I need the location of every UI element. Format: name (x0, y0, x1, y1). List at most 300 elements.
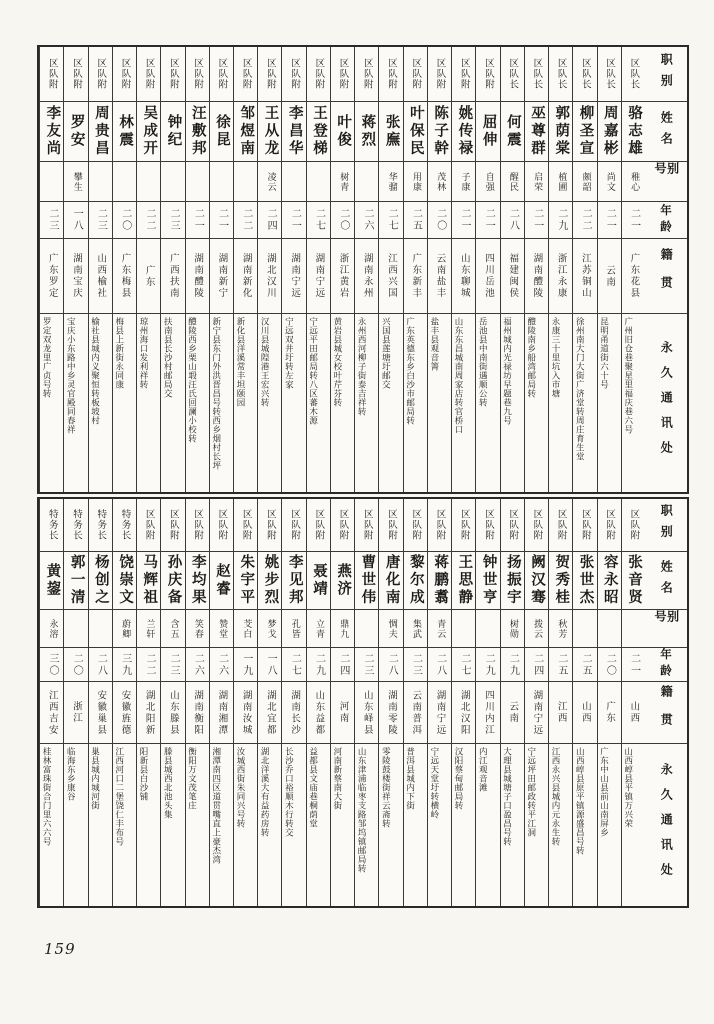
person-age: 二〇 (428, 201, 451, 238)
person-age: 二八 (379, 647, 402, 681)
person-native-place: 云南普洱 (404, 681, 427, 743)
person-native-place: 湖南宁远 (525, 681, 548, 743)
person-role: 区队长 (507, 58, 519, 90)
person-native-place: 湖北阳新 (137, 681, 160, 743)
person-address: 徐州南大门大街广济堂转周庄育生堂 (573, 313, 596, 492)
header-role: 职别 (659, 53, 674, 95)
person-name: 饶崇文 (113, 551, 136, 609)
person-alias: 芠白 (234, 609, 257, 647)
person-address: 盐丰县观音箐 (428, 313, 451, 492)
person-name: 周贵昌 (89, 101, 112, 161)
person-age: 一八 (64, 201, 87, 238)
person-column (39, 499, 63, 906)
person-age: 一九 (234, 647, 257, 681)
person-alias: 自强 (476, 161, 499, 201)
person-name: 唐化南 (379, 551, 402, 609)
person-role: 区队附 (240, 509, 252, 541)
person-role: 区队附 (313, 509, 325, 541)
person-address: 梅县上新街永同康 (113, 313, 136, 492)
person-native-place: 山东滕县 (161, 681, 184, 743)
person-role: 区队附 (458, 509, 470, 541)
person-address: 湘潭南四区道贯嘴直上豪杰湾 (210, 743, 233, 906)
person-alias (282, 161, 305, 201)
person-address: 福州城内光禄坊早题巷九号 (501, 313, 524, 492)
person-column (572, 47, 596, 492)
person-address: 琼州海口发利祥转 (137, 313, 160, 492)
person-role: 特务长 (95, 509, 107, 541)
person-role: 区队附 (119, 58, 131, 90)
person-age: 二一 (598, 201, 621, 238)
person-name: 罗安 (64, 101, 87, 161)
person-name: 姚步烈 (258, 551, 281, 609)
person-name: 扬振宇 (501, 551, 524, 609)
person-age: 二九 (307, 647, 330, 681)
person-alias: 稚心 (622, 161, 645, 201)
person-role: 区队附 (410, 509, 422, 541)
person-alias (113, 161, 136, 201)
person-alias: 植圃 (549, 161, 572, 201)
person-native-place: 湖南宁远 (307, 238, 330, 313)
header-native-place: 籍贯 (645, 238, 687, 313)
person-column (378, 47, 402, 492)
person-native-place: 湖北汉阳 (452, 681, 475, 743)
person-name: 蒋烈 (355, 101, 378, 161)
person-age: 二一 (622, 647, 645, 681)
person-native-place: 湖南衡阳 (186, 681, 209, 743)
person-alias: 尚文 (598, 161, 621, 201)
person-alias (573, 609, 596, 647)
person-role: 区队附 (337, 509, 349, 541)
person-address: 滕县城西北池头集 (161, 743, 184, 906)
person-name: 王从龙 (258, 101, 281, 161)
person-native-place: 湖北宜都 (258, 681, 281, 743)
person-address: 岳池县中南街遇顺公转 (476, 313, 499, 492)
person-age: 二三 (89, 201, 112, 238)
person-column (475, 47, 499, 492)
person-name: 叶俊 (331, 101, 354, 161)
person-name: 柳圣宣 (573, 101, 596, 161)
person-native-place: 广东罗定 (40, 238, 63, 313)
person-name: 朱宇平 (234, 551, 257, 609)
person-native-place: 山东峄县 (355, 681, 378, 743)
person-name: 张世杰 (573, 551, 596, 609)
person-name: 郭一清 (64, 551, 87, 609)
person-address: 昆明甬道街六十号 (598, 313, 621, 492)
person-role: 区队附 (95, 58, 107, 90)
person-alias: 蔚卿 (113, 609, 136, 647)
person-address: 湖北洋溪大有益药房转 (258, 743, 281, 906)
person-alias (452, 609, 475, 647)
person-role: 区队附 (507, 509, 519, 541)
person-native-place: 广东新丰 (404, 238, 427, 313)
person-alias (210, 161, 233, 201)
header-alias: 别号 (645, 161, 687, 201)
person-age: 二五 (549, 647, 572, 681)
person-age: 二三 (355, 647, 378, 681)
person-age: 二九 (501, 647, 524, 681)
person-age: 二七 (307, 201, 330, 238)
person-alias: 用康 (404, 161, 427, 201)
person-address: 永康三十里坑入市塘 (549, 313, 572, 492)
person-address: 山西崞县平镇万兴荣 (622, 743, 645, 906)
person-native-place: 河南 (331, 681, 354, 743)
person-name: 陈子幹 (428, 101, 451, 161)
person-column (597, 499, 621, 906)
person-role: 区队附 (434, 509, 446, 541)
person-native-place: 浙江黄岩 (331, 238, 354, 313)
person-native-place: 江西 (549, 681, 572, 743)
person-role: 区队附 (458, 58, 470, 90)
person-column (524, 499, 548, 906)
person-column (548, 47, 572, 492)
person-alias: 赞堂 (210, 609, 233, 647)
person-age: 二九 (549, 201, 572, 238)
person-column (185, 499, 209, 906)
person-role: 区队附 (289, 58, 301, 90)
person-name: 曹世伟 (355, 551, 378, 609)
person-column (354, 47, 378, 492)
person-native-place: 江苏铜山 (573, 238, 596, 313)
table-header-column (645, 47, 687, 492)
person-address: 汉阳蔡甸邮局转 (452, 743, 475, 906)
person-name: 钟世亨 (476, 551, 499, 609)
person-alias: 拨云 (525, 609, 548, 647)
person-column (330, 47, 354, 492)
person-age: 二六 (210, 647, 233, 681)
person-address: 山东津浦临枣支路邹坞镇邮局转 (355, 743, 378, 906)
person-name: 汪敷邦 (186, 101, 209, 161)
person-address: 广东中山县前山南屏乡 (598, 743, 621, 906)
person-role: 区队附 (167, 58, 179, 90)
person-role: 区队附 (70, 58, 82, 90)
header-age: 年龄 (645, 201, 687, 238)
person-column (378, 499, 402, 906)
person-address: 醴陵西乡栗山塅汪氏回澜小校转 (186, 313, 209, 492)
person-role: 区队长 (604, 58, 616, 90)
person-age: 二八 (428, 647, 451, 681)
person-column (451, 499, 475, 906)
person-name: 徐昆 (210, 101, 233, 161)
person-name: 何震 (501, 101, 524, 161)
person-age: 二〇 (598, 647, 621, 681)
person-alias: 青云 (428, 609, 451, 647)
person-alias (234, 161, 257, 201)
person-name: 容永昭 (598, 551, 621, 609)
person-column (209, 47, 233, 492)
person-alias: 兰轩 (137, 609, 160, 647)
person-age: 二四 (331, 647, 354, 681)
person-role: 区队附 (337, 58, 349, 90)
header-alias: 别号 (645, 609, 687, 647)
person-role: 区队附 (482, 509, 494, 541)
person-alias: 永溶 (40, 609, 63, 647)
person-role: 区队附 (434, 58, 446, 90)
person-role: 区队附 (143, 509, 155, 541)
person-alias: 茂林 (428, 161, 451, 201)
person-address: 内江观音滩 (476, 743, 499, 906)
person-native-place: 山西榆社 (89, 238, 112, 313)
person-role: 区队附 (264, 509, 276, 541)
person-alias: 含五 (161, 609, 184, 647)
person-role: 区队附 (531, 509, 543, 541)
person-address: 宝庆小东路中乡灵官殿同春祥 (64, 313, 87, 492)
person-alias: 鼎九 (331, 609, 354, 647)
person-native-place: 安徽巢县 (89, 681, 112, 743)
person-name: 马辉祖 (137, 551, 160, 609)
person-role: 区队附 (313, 58, 325, 90)
person-name: 吴成开 (137, 101, 160, 161)
person-role: 特务长 (119, 509, 131, 541)
person-column (621, 47, 645, 492)
person-native-place: 云南盐丰 (428, 238, 451, 313)
person-role: 区队附 (240, 58, 252, 90)
person-address: 宁远天堂圩转横岭 (428, 743, 451, 906)
person-column (524, 47, 548, 492)
person-native-place: 湖南宁远 (282, 238, 305, 313)
person-name: 王思静 (452, 551, 475, 609)
person-role: 区队附 (579, 509, 591, 541)
person-alias: 树勋 (501, 609, 524, 647)
person-role: 区队附 (264, 58, 276, 90)
person-address: 临海东乡康谷 (64, 743, 87, 906)
person-address: 衡阳万文茂笔庄 (186, 743, 209, 906)
person-age: 二八 (501, 201, 524, 238)
person-alias (622, 609, 645, 647)
person-address: 江西永兴县城内元永生转 (549, 743, 572, 906)
person-alias (64, 609, 87, 647)
person-age: 二一 (525, 201, 548, 238)
header-role: 职别 (659, 504, 674, 546)
person-role: 区队附 (482, 58, 494, 90)
person-role: 区队附 (628, 509, 640, 541)
person-address: 宁远双井圩转左家 (282, 313, 305, 492)
person-age: 三九 (113, 647, 136, 681)
person-age: 二四 (525, 647, 548, 681)
person-column (306, 499, 330, 906)
person-name: 钟纪 (161, 101, 184, 161)
person-role: 区队附 (410, 58, 422, 90)
person-role: 区队附 (192, 509, 204, 541)
person-age: 二四 (258, 201, 281, 238)
person-age: 二二 (137, 201, 160, 238)
person-age: 二一 (476, 201, 499, 238)
person-native-place: 山西 (573, 681, 596, 743)
person-alias: 惆夫 (379, 609, 402, 647)
person-native-place: 湖南长沙 (282, 681, 305, 743)
person-address: 零陵鼓楼街祥云斋转 (379, 743, 402, 906)
person-role: 区队附 (216, 509, 228, 541)
person-alias (89, 609, 112, 647)
header-name: 姓名 (645, 551, 687, 609)
person-native-place: 湖南宝庆 (64, 238, 87, 313)
person-address: 桂林富珠街合门里六六号 (40, 743, 63, 906)
person-age: 二六 (355, 201, 378, 238)
person-alias (137, 161, 160, 201)
person-alias (476, 609, 499, 647)
person-native-place: 湖南宁远 (428, 681, 451, 743)
person-address: 大理县城塘子口盈昌号转 (501, 743, 524, 906)
person-name: 李见邦 (282, 551, 305, 609)
person-role: 区队附 (386, 58, 398, 90)
person-native-place: 山西 (622, 681, 645, 743)
person-column (88, 499, 112, 906)
person-native-place: 江西兴国 (379, 238, 402, 313)
person-column (63, 47, 87, 492)
roster-table-bottom (37, 497, 689, 908)
person-name: 聂靖 (307, 551, 330, 609)
person-native-place: 广东梅县 (113, 238, 136, 313)
person-column (475, 499, 499, 906)
person-native-place: 福建闽侯 (501, 238, 524, 313)
person-age: 二六 (186, 647, 209, 681)
person-column (548, 499, 572, 906)
header-address: 永久通讯处 (645, 743, 687, 906)
person-age: 二〇 (331, 201, 354, 238)
person-name: 赵睿 (210, 551, 233, 609)
person-native-place: 湖南新宁 (210, 238, 233, 313)
person-native-place: 湖南新化 (234, 238, 257, 313)
person-name: 张音贤 (622, 551, 645, 609)
person-column (88, 47, 112, 492)
person-name: 李均果 (186, 551, 209, 609)
person-name: 燕济 (331, 551, 354, 609)
person-age: 三〇 (40, 647, 63, 681)
person-column (160, 47, 184, 492)
person-age: 二三 (40, 201, 63, 238)
person-role: 区队附 (143, 58, 155, 90)
person-name: 郭荫棠 (549, 101, 572, 161)
person-native-place: 安徽旌德 (113, 681, 136, 743)
person-column (281, 47, 305, 492)
person-column (354, 499, 378, 906)
person-native-place: 广西扶南 (161, 238, 184, 313)
person-column (233, 499, 257, 906)
person-name: 杨创之 (89, 551, 112, 609)
person-native-place: 广东 (137, 238, 160, 313)
header-age: 年龄 (645, 647, 687, 681)
person-address: 新宁县东门外洪晋昌号转西乡烟村长坪 (210, 313, 233, 492)
person-column (500, 499, 524, 906)
person-column (257, 47, 281, 492)
person-role: 区队附 (386, 509, 398, 541)
person-age: 二八 (89, 647, 112, 681)
person-alias (307, 161, 330, 201)
person-native-place: 湖北汉川 (258, 238, 281, 313)
person-address: 罗定双龙里广贞号转 (40, 313, 63, 492)
person-name: 李昌华 (282, 101, 305, 161)
person-age: 一八 (258, 647, 281, 681)
person-age: 二七 (379, 201, 402, 238)
person-age: 二三 (161, 647, 184, 681)
person-name: 黄鋆 (40, 551, 63, 609)
person-address: 新化县洋溪常丰坦颐园 (234, 313, 257, 492)
person-native-place: 湖南永州 (355, 238, 378, 313)
person-address: 黄岩县城女校叶芹芬转 (331, 313, 354, 492)
person-column (306, 47, 330, 492)
person-column (427, 47, 451, 492)
person-column (185, 47, 209, 492)
person-age: 二二 (573, 201, 596, 238)
person-alias: 醒民 (501, 161, 524, 201)
person-age: 二二 (137, 647, 160, 681)
person-column (63, 499, 87, 906)
person-alias: 颇韶 (573, 161, 596, 201)
person-column (39, 47, 63, 492)
person-native-place: 湖南汝城 (234, 681, 257, 743)
person-column (500, 47, 524, 492)
page-number: 159 (44, 940, 76, 958)
person-role: 区队长 (628, 58, 640, 90)
person-alias: 立青 (307, 609, 330, 647)
header-native-place: 籍贯 (645, 681, 687, 743)
person-age: 二五 (573, 647, 596, 681)
person-alias: 华骝 (379, 161, 402, 201)
person-native-place: 云南 (501, 681, 524, 743)
person-address: 山东东昌城南周家店转官桥口 (452, 313, 475, 492)
person-address: 长沙乔口裕顺木行转交 (282, 743, 305, 906)
person-role: 区队附 (289, 509, 301, 541)
person-role: 区队附 (361, 509, 373, 541)
person-age: 二三 (161, 201, 184, 238)
person-address: 宁远平田邮局转八区蕃木源 (307, 313, 330, 492)
person-native-place: 湖南零陵 (379, 681, 402, 743)
person-age: 二〇 (113, 201, 136, 238)
person-alias: 笑春 (186, 609, 209, 647)
person-alias (355, 161, 378, 201)
person-address: 巢县城内城河街 (89, 743, 112, 906)
header-address: 永久通讯处 (645, 313, 687, 492)
person-alias (161, 161, 184, 201)
person-address: 兴国县莲塘圩邮交 (379, 313, 402, 492)
person-native-place: 广东 (598, 681, 621, 743)
person-column (136, 47, 160, 492)
person-name: 黎尔成 (404, 551, 427, 609)
person-age: 二一 (622, 201, 645, 238)
person-address: 永州西河柳子街泰吉祥转 (355, 313, 378, 492)
person-column (209, 499, 233, 906)
person-address: 醴陵南乡船湾邮局转 (525, 313, 548, 492)
person-address: 普洱县城内下街 (404, 743, 427, 906)
person-age: 二一 (452, 201, 475, 238)
person-address: 江西河口二堡饶仁丰布号 (113, 743, 136, 906)
person-alias: 孔皆 (282, 609, 305, 647)
person-native-place: 云南 (598, 238, 621, 313)
person-name: 巫尊群 (525, 101, 548, 161)
person-age: 二九 (476, 647, 499, 681)
person-age: 二一 (186, 201, 209, 238)
person-age: 二一 (210, 201, 233, 238)
person-name: 屈伸 (476, 101, 499, 161)
person-native-place: 四川内江 (476, 681, 499, 743)
person-address: 广州旧仓巷聚星里福庆巷六号 (622, 313, 645, 492)
person-column (136, 499, 160, 906)
person-role: 区队附 (167, 509, 179, 541)
person-alias: 秋芳 (549, 609, 572, 647)
person-address: 扶南县长沙村邮局交 (161, 313, 184, 492)
person-alias: 集武 (404, 609, 427, 647)
person-name: 阙汉骞 (525, 551, 548, 609)
person-column (427, 499, 451, 906)
person-name: 姚传禄 (452, 101, 475, 161)
person-native-place: 湖南醴陵 (186, 238, 209, 313)
person-role: 区队附 (216, 58, 228, 90)
person-address: 河南新蔡南大街 (331, 743, 354, 906)
person-column (621, 499, 645, 906)
person-address: 榆社县城内义聚恒转板坡村 (89, 313, 112, 492)
person-name: 王登梯 (307, 101, 330, 161)
person-role: 区队附 (361, 58, 373, 90)
person-alias: 树青 (331, 161, 354, 201)
